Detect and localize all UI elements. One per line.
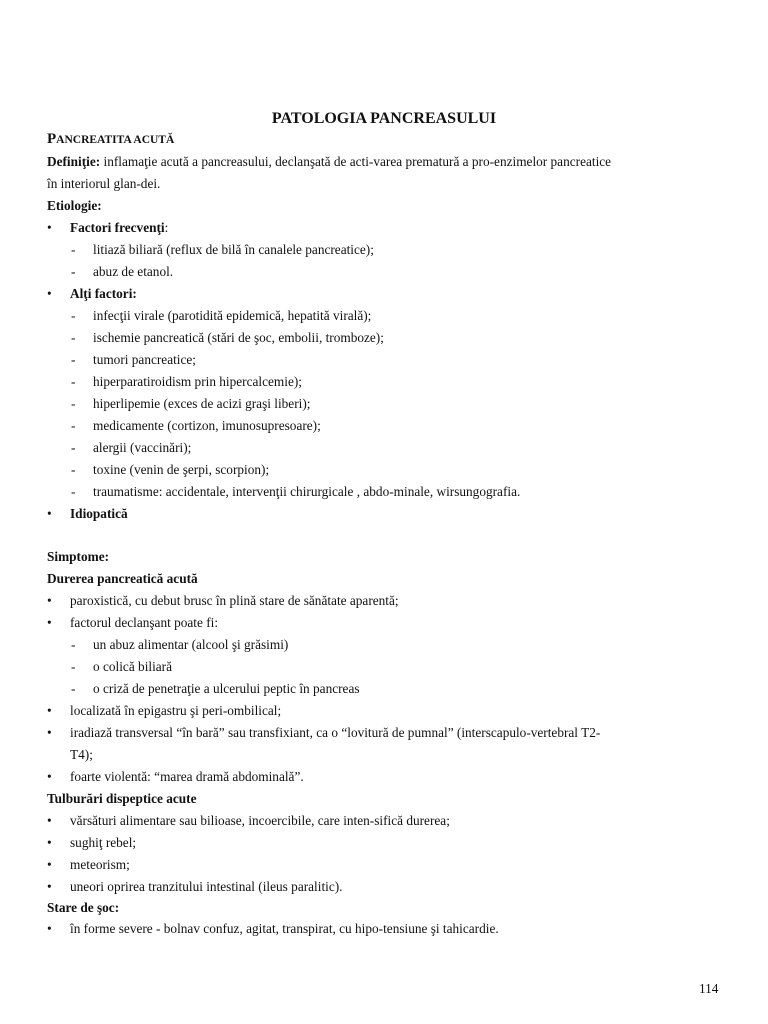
list-item: • meteorism;	[47, 857, 130, 872]
list-item: - hiperlipemie (exces de acizi graşi liberi);	[71, 396, 311, 411]
bullet-icon: •	[47, 769, 52, 784]
bullet-icon: •	[47, 813, 52, 828]
list-item: - alergii (vaccinări);	[71, 440, 192, 455]
bullet-icon: •	[47, 921, 52, 936]
bullet-icon: •	[47, 506, 52, 521]
definition-line-1: Definiţie: inflamaţie acută a pancreasului, declanşată de acti-varea prematură a pro-enzimelor pancreatice	[47, 154, 612, 169]
definition-line-2: în interiorul glan-dei.	[47, 176, 161, 191]
pain-heading: Durerea pancreatică acută	[47, 571, 198, 586]
bullet-icon: •	[47, 879, 52, 894]
list-item: • în forme severe - bolnav confuz, agitat, transpirat, cu hipo-tensiune şi tahicardie.	[47, 921, 499, 936]
list-item: • factorul declanşant poate fi:	[47, 615, 219, 630]
list-item: • sughiţ rebel;	[47, 835, 137, 850]
bullet-icon: •	[47, 615, 52, 630]
list-item: - o colică biliară	[71, 659, 173, 674]
bullet-icon: •	[47, 220, 52, 235]
list-item: - infecţii virale (parotidită epidemică, hepatită virală);	[71, 308, 372, 323]
list-item: - un abuz alimentar (alcool şi grăsimi)	[71, 637, 289, 652]
list-item: - abuz de etanol.	[71, 264, 174, 279]
list-item: • vărsături alimentare sau bilioase, incoercibile, care inten-sifică durerea;	[47, 813, 450, 828]
idiopathic-bullet: • Idiopatică	[47, 506, 128, 521]
bullet-icon: •	[47, 593, 52, 608]
list-item-continuation: T4);	[70, 747, 93, 762]
list-item: - litiază biliară (reflux de bilă în canalele pancreatice);	[71, 242, 374, 257]
page-title: PATOLOGIA PANCREASULUI	[271, 110, 497, 127]
list-item: - medicamente (cortizon, imunosupresoare);	[71, 418, 321, 433]
bullet-icon: •	[47, 725, 52, 740]
frequent-factors-bullet: • Factori frecvenţi:	[47, 220, 169, 235]
bullet-icon: •	[47, 286, 52, 301]
bullet-icon: •	[47, 835, 52, 850]
section-heading: PANCREATITA ACUTĂ	[47, 131, 175, 147]
bullet-icon: •	[47, 857, 52, 872]
list-item: - traumatisme: accidentale, intervenţii chirurgicale , abdo-minale, wirsungografia.	[71, 484, 521, 499]
page-number: 114	[699, 981, 719, 996]
list-item: - ischemie pancreatică (stări de şoc, embolii, tromboze);	[71, 330, 384, 345]
list-item: - o criză de penetraţie a ulcerului peptic în pancreas	[71, 681, 360, 696]
dyspeptic-heading: Tulburări dispeptice acute	[47, 791, 197, 806]
list-item: • iradiază transversal “în bară” sau transfixiant, ca o “lovitură de pumnal” (interscapulo-vertebral T2-	[47, 725, 601, 740]
list-item: - hiperparatiroidism prin hipercalcemie);	[71, 374, 302, 389]
list-item: • foarte violentă: “marea dramă abdominală”.	[47, 769, 304, 784]
symptoms-heading: Simptome:	[47, 549, 110, 564]
list-item: - toxine (venin de şerpi, scorpion);	[71, 462, 270, 477]
shock-heading: Stare de şoc:	[47, 900, 120, 915]
other-factors-bullet: • Alţi factori:	[47, 286, 137, 301]
list-item: • paroxistică, cu debut brusc în plină stare de sănătate aparentă;	[47, 593, 399, 608]
list-item: • localizată în epigastru şi peri-ombilical;	[47, 703, 282, 718]
list-item: - tumori pancreatice;	[71, 352, 196, 367]
list-item: • uneori oprirea tranzitului intestinal (ileus paralitic).	[47, 879, 343, 894]
bullet-icon: •	[47, 703, 52, 718]
etiology-heading: Etiologie:	[47, 198, 102, 213]
